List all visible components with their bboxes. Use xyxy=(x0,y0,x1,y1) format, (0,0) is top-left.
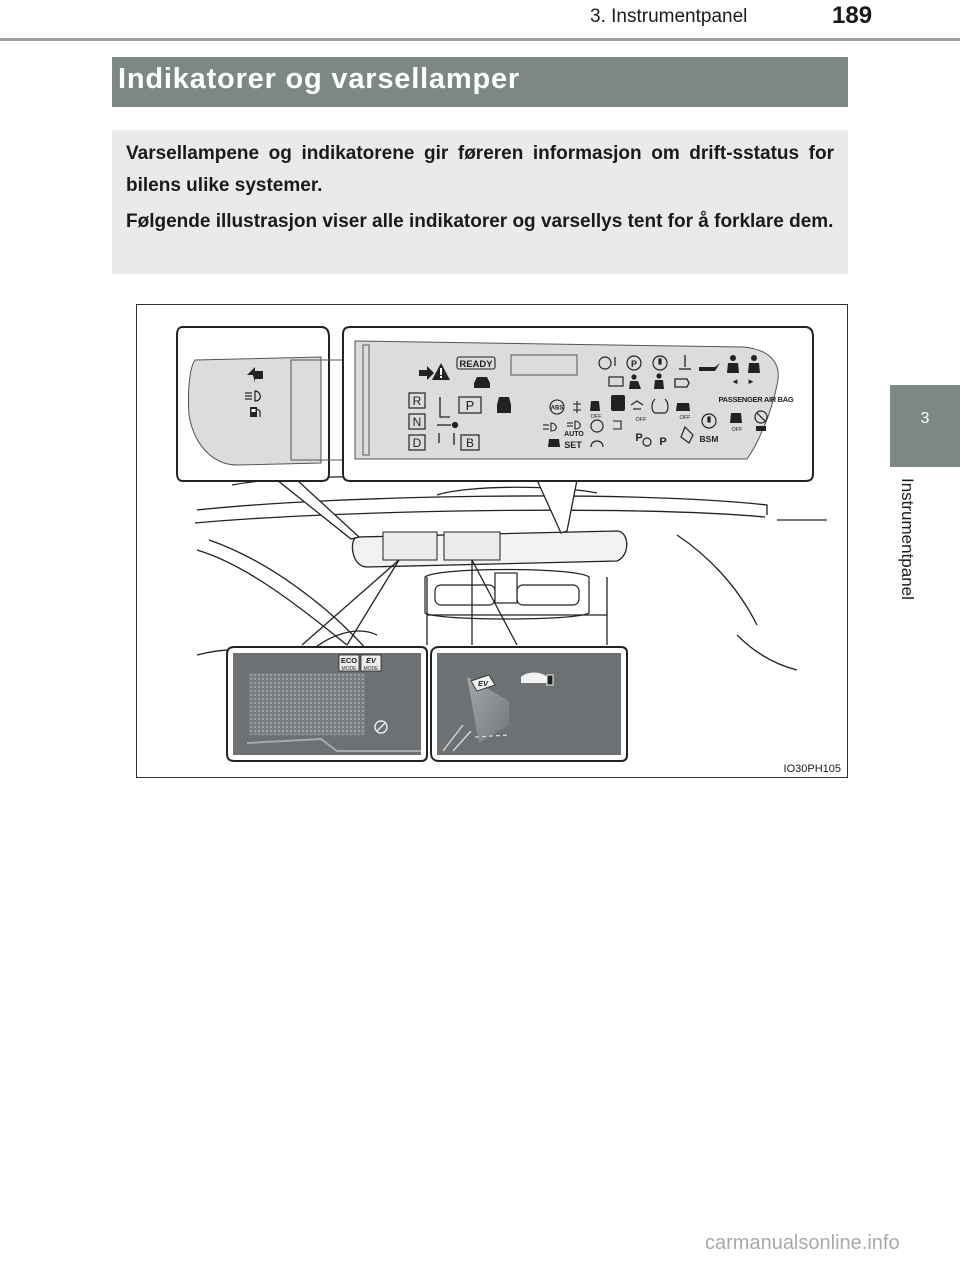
eco-mode-indicator xyxy=(339,655,359,672)
center-display-right-screen xyxy=(444,532,500,560)
rcta-off-label: OFF xyxy=(731,427,743,433)
intro-paragraph-1: Varsellampene og indikatorene gir føreren informasjon om drift-sstatus for bilens ulike systemer. xyxy=(126,143,834,196)
door-open-icon xyxy=(497,397,511,413)
chapter-tab-label-text: Instrumentpanel xyxy=(898,478,917,600)
slip-off-label: OFF xyxy=(679,415,691,421)
chapter-tab-label xyxy=(897,478,921,628)
gear-p-label: P xyxy=(465,398,475,413)
ev-mode-top: EV xyxy=(365,656,377,665)
gear-r-label: R xyxy=(412,394,422,408)
slip-skid-icon xyxy=(548,439,560,447)
gear-d-label: D xyxy=(412,436,422,450)
pcs-warning-icon xyxy=(611,395,625,411)
airbag-off-badge xyxy=(756,426,766,431)
passenger-airbag-label: PASSENGER AIR BAG xyxy=(718,395,794,404)
section-title: Indikatorer og varsellamper xyxy=(118,63,520,95)
parking-assist-p-label: P xyxy=(659,436,667,448)
section-title-bar xyxy=(112,57,848,107)
lda-off-label: OFF xyxy=(635,417,647,423)
figure-code: IO30PH105 xyxy=(783,763,841,775)
watermark: carmanualsonline.info xyxy=(705,1232,900,1254)
ev-mode-bottom: MODE xyxy=(363,666,379,672)
parking-brake-p: P xyxy=(630,359,638,369)
header-rule xyxy=(0,38,960,41)
intro-paragraph-2: Følgende illustrasjon viser alle indikatorer og varsellys tent for å forklare dem. xyxy=(126,211,834,232)
seatbelt-arrow-right-icon: ► xyxy=(747,377,755,386)
slip-indicator-icon xyxy=(676,403,690,411)
chapter-heading: 3. Instrumentpanel xyxy=(590,6,748,27)
rcta-off-icon xyxy=(730,413,742,423)
intro-box xyxy=(112,130,848,274)
eco-mode-top: ECO xyxy=(340,656,358,665)
vsc-off-label: OFF xyxy=(590,414,602,420)
eco-mode-bottom: MODE xyxy=(341,666,357,672)
auto-label: AUTO xyxy=(564,431,584,438)
gear-n-label: N xyxy=(412,415,422,429)
security-car-icon xyxy=(474,377,490,388)
chapter-tab-number: 3 xyxy=(920,410,930,427)
ev-label: EV xyxy=(477,679,489,688)
page-number: 189 xyxy=(832,2,873,29)
vsc-off-icon xyxy=(590,401,600,411)
multi-info-display-screen xyxy=(249,673,365,735)
cruise-set-label: SET xyxy=(564,440,582,450)
center-display-left-screen xyxy=(383,532,437,560)
gear-b-label: B xyxy=(465,436,475,450)
dashboard-illustration xyxy=(137,305,849,779)
ev-mode-indicator xyxy=(361,655,381,672)
bsm-label: BSM xyxy=(699,434,719,444)
ready-label: READY xyxy=(459,359,493,370)
instrument-panel-figure xyxy=(136,304,848,778)
pcs-p-label: P xyxy=(635,432,643,444)
seatbelt-arrow-left-icon: ◄ xyxy=(731,377,739,386)
abs-label: ABS xyxy=(550,405,564,412)
center-air-vent xyxy=(425,570,589,620)
